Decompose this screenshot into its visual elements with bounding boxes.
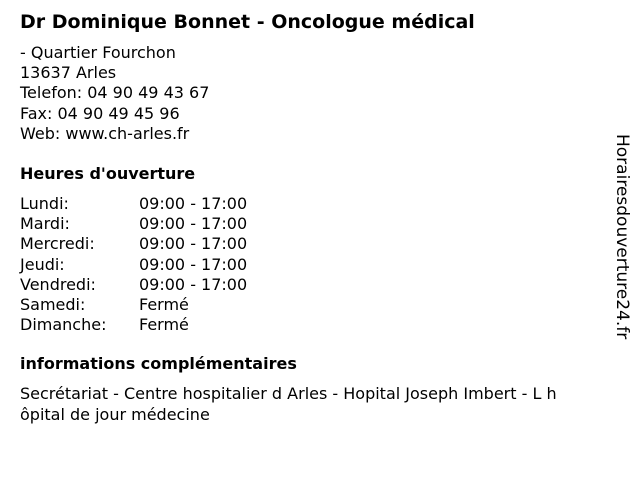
additional-info-line: Secrétariat - Centre hospitalier d Arles - Hopital Joseph Imbert - L h bbox=[20, 384, 557, 403]
hours-row-tuesday bbox=[20, 214, 247, 234]
day-label: Samedi: bbox=[20, 295, 86, 315]
day-hours: Fermé bbox=[139, 295, 189, 315]
day-hours: Fermé bbox=[139, 315, 189, 335]
address-street: - Quartier Fourchon bbox=[20, 43, 176, 62]
day-hours: 09:00 - 17:00 bbox=[139, 194, 248, 213]
hours-row-saturday bbox=[20, 295, 247, 315]
watermark bbox=[612, 134, 632, 344]
additional-info-heading: informations complémentaires bbox=[20, 354, 297, 373]
address-block bbox=[20, 43, 209, 144]
hours-row-monday bbox=[20, 194, 247, 214]
day-label: Lundi: bbox=[20, 194, 69, 213]
hours-row-wednesday bbox=[20, 234, 247, 254]
day-label: Mercredi: bbox=[20, 234, 95, 254]
additional-info-text bbox=[20, 384, 620, 425]
website: Web: www.ch-arles.fr bbox=[20, 123, 190, 143]
day-label: Vendredi: bbox=[20, 274, 96, 294]
day-label: Dimanche: bbox=[20, 315, 107, 335]
page-title: Dr Dominique Bonnet - Oncologue médical bbox=[20, 11, 475, 33]
day-label: Mardi: bbox=[20, 214, 70, 234]
additional-info-line: ôpital de jour médecine bbox=[20, 404, 210, 424]
day-hours: 09:00 - 17:00 bbox=[139, 254, 248, 274]
day-label: Jeudi: bbox=[20, 254, 65, 274]
day-hours: 09:00 - 17:00 bbox=[139, 274, 248, 294]
hours-row-friday bbox=[20, 275, 247, 295]
address-city: 13637 Arles bbox=[20, 63, 117, 83]
hours-row-sunday bbox=[20, 315, 247, 335]
watermark-text: Horairesdouverture24.fr bbox=[612, 134, 632, 340]
phone-number: Telefon: 04 90 49 43 67 bbox=[20, 83, 210, 103]
opening-hours-table bbox=[20, 194, 247, 335]
hours-row-thursday bbox=[20, 255, 247, 275]
day-hours: 09:00 - 17:00 bbox=[139, 214, 248, 234]
day-hours: 09:00 - 17:00 bbox=[139, 234, 248, 254]
opening-hours-heading: Heures d'ouverture bbox=[20, 164, 196, 183]
fax-number: Fax: 04 90 49 45 96 bbox=[20, 103, 180, 123]
